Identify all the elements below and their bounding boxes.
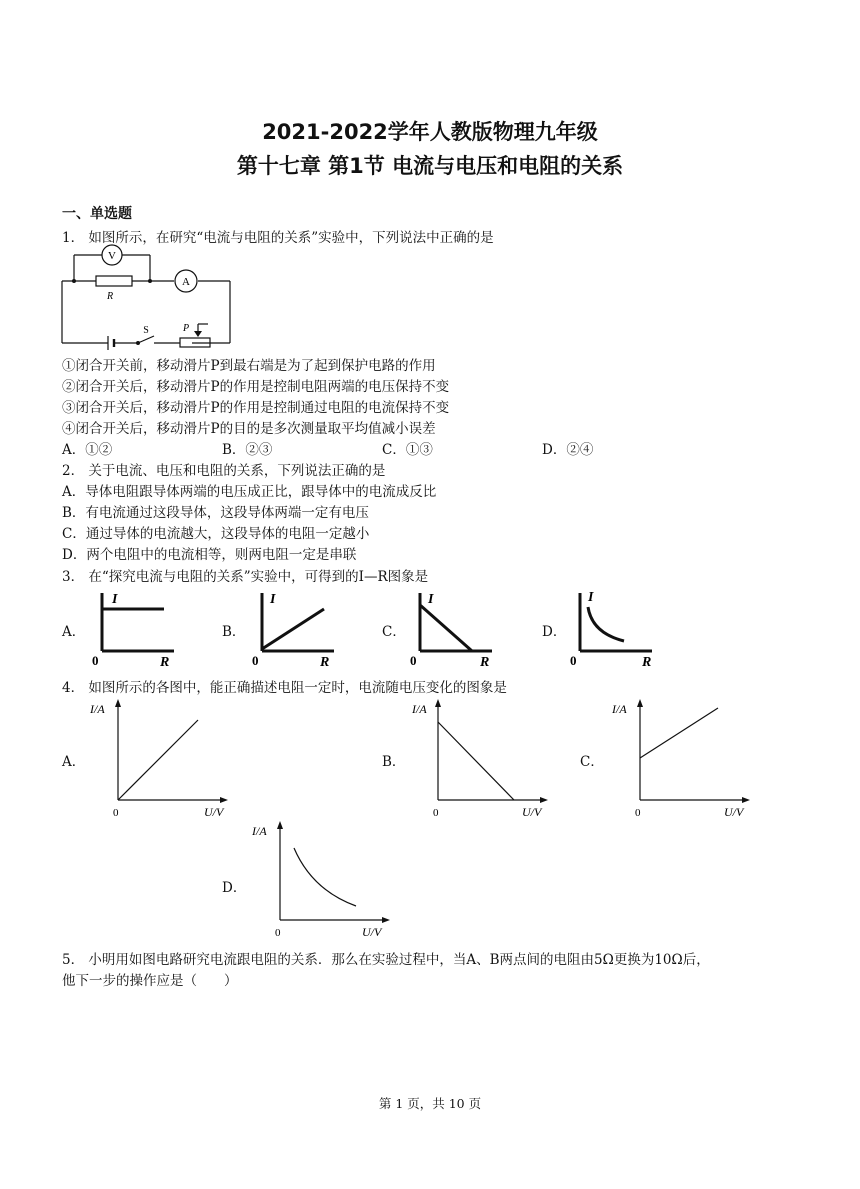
q3-b-x-label: R xyxy=(320,655,330,669)
q3-c-y-label: I xyxy=(428,592,434,607)
q4-b-origin: 0 xyxy=(433,807,439,819)
q3-d-y-label: I xyxy=(588,590,594,605)
q1-statement-1: ①闭合开关前，移动滑片P到最右端是为了起到保护电路的作用 xyxy=(62,358,436,374)
q3-graph-b xyxy=(250,585,342,669)
q4-d-x-label: U/V xyxy=(362,925,382,939)
q4-d-y-label: I/A xyxy=(252,824,267,838)
q2-option-a: A．导体电阻跟导体两端的电压成正比，跟导体中的电流成反比 xyxy=(62,484,437,500)
q1-circuit-diagram xyxy=(58,243,238,351)
q3-d-x-label: R xyxy=(642,655,652,669)
q3-d-origin: 0 xyxy=(570,653,577,668)
q4-a-x-label: U/V xyxy=(204,805,224,819)
q4-c-x-label: U/V xyxy=(724,805,744,819)
q5-stem-line2: 他下一步的操作应是（ ） xyxy=(62,973,238,989)
q3-c-x-label: R xyxy=(480,655,490,669)
q3-label-c: C． xyxy=(382,624,406,640)
q3-a-y-label: I xyxy=(112,592,118,607)
q4-c-y-label: I/A xyxy=(612,702,627,716)
page-footer: 第 1 页，共 10 页 xyxy=(378,1096,482,1111)
q1-option-d: D．②④ xyxy=(542,442,594,458)
q1-option-c: C．①③ xyxy=(382,442,433,458)
doc-title-line2: 第十七章 第1节 电流与电压和电阻的关系 xyxy=(236,154,624,178)
q2-option-d: D．两个电阻中的电流相等，则两电阻一定是串联 xyxy=(62,547,357,563)
q4-c-origin: 0 xyxy=(635,807,641,819)
q4-label-c: C． xyxy=(580,754,604,770)
q4-b-y-label: I/A xyxy=(412,702,427,716)
q3-stem: 3． 在“探究电流与电阻的关系”实验中，可得到的I—R图象是 xyxy=(62,569,429,585)
voltmeter-label: V xyxy=(108,250,116,262)
q2-option-b: B．有电流通过这段导体，这段导体两端一定有电压 xyxy=(62,505,369,521)
q1-statement-4: ④闭合开关后，移动滑片P的目的是多次测量取平均值减小误差 xyxy=(62,421,436,437)
q4-graph-b xyxy=(408,696,558,824)
q4-label-b: B． xyxy=(382,754,406,770)
q1-statement-2: ②闭合开关后，移动滑片P的作用是控制电阻两端的电压保持不变 xyxy=(62,379,450,395)
q4-a-origin: 0 xyxy=(113,807,119,819)
q1-stem: 1． 如图所示，在研究“电流与电阻的关系”实验中，下列说法中正确的是 xyxy=(62,230,494,246)
q2-option-c: C．通过导体的电流越大，这段导体的电阻一定越小 xyxy=(62,526,370,542)
q3-graph-c xyxy=(408,585,500,669)
q1-option-a: A．①② xyxy=(62,442,113,458)
doc-title-line1: 2021-2022学年人教版物理九年级 xyxy=(262,120,598,144)
section-heading: 一、单选题 xyxy=(62,206,132,222)
q3-label-a: A． xyxy=(62,624,86,640)
q4-stem: 4． 如图所示的各图中，能正确描述电阻一定时，电流随电压变化的图象是 xyxy=(62,680,507,696)
q3-a-x-label: R xyxy=(160,655,170,669)
q3-label-d: D． xyxy=(542,624,567,640)
switch-label: S xyxy=(143,325,149,336)
q4-label-a: A． xyxy=(62,754,86,770)
q4-graph-c xyxy=(610,696,760,824)
q1-statement-3: ③闭合开关后，移动滑片P的作用是控制通过电阻的电流保持不变 xyxy=(62,400,450,416)
q2-stem: 2． 关于电流、电压和电阻的关系，下列说法正确的是 xyxy=(62,463,386,479)
ammeter-label: A xyxy=(182,276,190,288)
resistor-label: R xyxy=(106,291,114,302)
q4-graph-a xyxy=(88,696,238,824)
q4-b-x-label: U/V xyxy=(522,805,542,819)
q4-label-d: D． xyxy=(222,880,247,896)
slider-label: P xyxy=(182,323,190,334)
q3-graph-d xyxy=(568,585,660,669)
q3-graph-a xyxy=(90,585,182,669)
q1-option-b: B．②③ xyxy=(222,442,273,458)
q3-b-origin: 0 xyxy=(252,653,259,668)
q4-graph-d xyxy=(250,818,400,942)
q3-c-origin: 0 xyxy=(410,653,417,668)
q3-label-b: B． xyxy=(222,624,246,640)
q4-a-y-label: I/A xyxy=(90,702,105,716)
q3-a-origin: 0 xyxy=(92,653,99,668)
q3-b-y-label: I xyxy=(270,592,276,607)
q5-stem-line1: 5． 小明用如图电路研究电流跟电阻的关系．那么在实验过程中，当A、B两点间的电阻由5Ω更换为10Ω后， xyxy=(62,952,710,968)
q4-d-origin: 0 xyxy=(275,927,281,939)
